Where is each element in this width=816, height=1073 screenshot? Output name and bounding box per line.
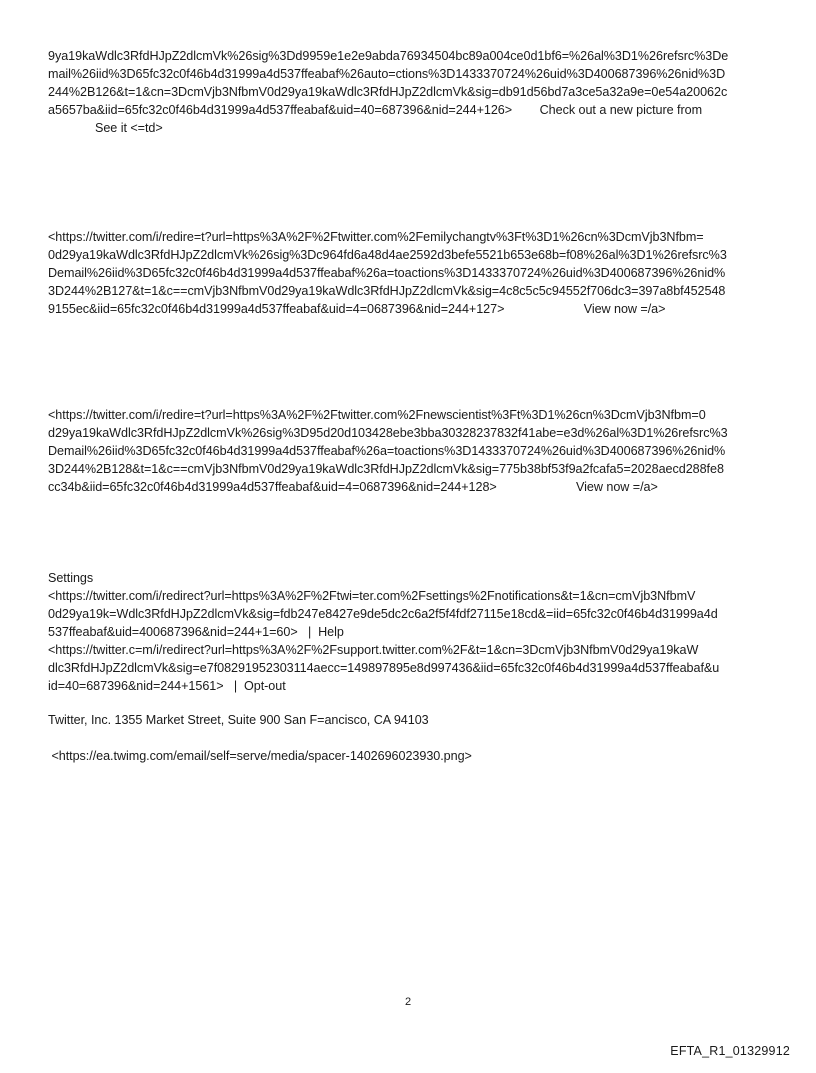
text-line: 3D244%2B127&t=1&c==cmVjb3NfbmV0d29ya19kaWdlc3RfdHJpZ2dlcmVk&sig=4c8c5c5c94552f706dc3=397a8bf452548: [48, 284, 726, 298]
text-line: <https://twitter.com/i/redire=t?url=https%3A%2F%2Ftwitter.com%2Fnewscientist%3Ft%3D1%26cn%3DcmVjb3Nfbm=0: [48, 408, 706, 422]
settings-link: 0d29ya19k=Wdlc3RfdHJpZ2dlcmVk&sig=fdb247e8427e9de5dc2c6a2f5f4fdf27115e18cd&=iid=65fc32c0f46b4d31999a4d: [48, 607, 718, 621]
text-line: a5657ba&iid=65fc32c0f46b4d31999a4d537ffeabaf&uid=40=687396&nid=244+126> Check out a new picture from: [48, 103, 703, 117]
text-line: <https://twitter.com/i/redire=t?url=https%3A%2F%2Ftwitter.com%2Femilychangtv%3Ft%3D1%26cn%3DcmVjb3Nfbm=: [48, 230, 704, 244]
settings-link: <https://twitter.com/i/redirect?url=https%3A%2F%2Ftwi=ter.com%2Fsettings%2Fnotifications&t=1&cn=cmVjb3NfbmV: [48, 589, 696, 603]
help-link: dlc3RfdHJpZ2dlcmVk&sig=e7f08291952303114aecc=149897895e8d997436&iid=65fc32c0f46b4d31999a4d537ffeabaf&u: [48, 661, 720, 675]
settings-label: Settings: [48, 571, 94, 585]
spacer-image-link: <https://ea.twimg.com/email/self=serve/media/spacer-1402696023930.png>: [48, 749, 472, 763]
page-number: 2: [404, 996, 412, 1008]
help-link: <https://twitter.c=m/i/redirect?url=https%3A%2F%2Fsupport.twitter.com%2F&t=1&cn=3DcmVjb3NfbmV0d29ya19kaW: [48, 643, 699, 657]
text-line: 244%2B126&t=1&cn=3DcmVjb3NfbmV0d29ya19kaWdlc3RfdHJpZ2dlcmVk&sig=db91d56bd7a3ce5a32a9e=0e54a20062c: [48, 85, 728, 99]
text-line: mail%26iid%3D65fc32c0f46b4d31999a4d537ffeabaf%26auto=ctions%3D1433370724%26uid%3D400687396%26nid%3D: [48, 67, 726, 81]
text-line: 0d29ya19kaWdlc3RfdHJpZ2dlcmVk%26sig%3Dc964fd6a48d4ae2592d3befe5521b653e68b=f08%26al%3D1%26refsrc%3: [48, 248, 727, 262]
text-line: d29ya19kaWdlc3RfdHJpZ2dlcmVk%26sig%3D95d20d103428ebe3bba30328237832f41abe=e3d%26al%3D1%26refsrc%3: [48, 426, 728, 440]
text-line: 9155ec&iid=65fc32c0f46b4d31999a4d537ffeabaf&uid=4=0687396&nid=244+127> View now =/a>: [48, 302, 666, 316]
text-line: 9ya19kaWdlc3RfdHJpZ2dlcmVk%26sig%3Dd9959e1e2e9abda76934504bc89a004ce0d1bf6=%26al%3D1%26refsrc%3De: [48, 49, 729, 63]
text-line: See it <=td>: [95, 121, 163, 135]
help-label: 537ffeabaf&uid=400687396&nid=244+1=60> | Help: [48, 625, 344, 639]
opt-out-label: id=40=687396&nid=244+1561> | Opt-out: [48, 679, 286, 693]
company-address: Twitter, Inc. 1355 Market Street, Suite 900 San F=ancisco, CA 94103: [48, 713, 429, 727]
text-line: Demail%26iid%3D65fc32c0f46b4d31999a4d537ffeabaf%26a=toactions%3D1433370724%26uid%3D400687396%26nid%: [48, 266, 726, 280]
text-line: cc34b&iid=65fc32c0f46b4d31999a4d537ffeabaf&uid=4=0687396&nid=244+128> View now =/a>: [48, 480, 658, 494]
text-line: 3D244%2B128&t=1&c==cmVjb3NfbmV0d29ya19kaWdlc3RfdHJpZ2dlcmVk&sig=775b38bf53f9a2fcafa5=2028aecd288fe8: [48, 462, 724, 476]
text-line: Demail%26iid%3D65fc32c0f46b4d31999a4d537ffeabaf%26a=toactions%3D1433370724%26uid%3D400687396%26nid%: [48, 444, 726, 458]
bates-number: EFTA_R1_01329912: [670, 1044, 790, 1058]
